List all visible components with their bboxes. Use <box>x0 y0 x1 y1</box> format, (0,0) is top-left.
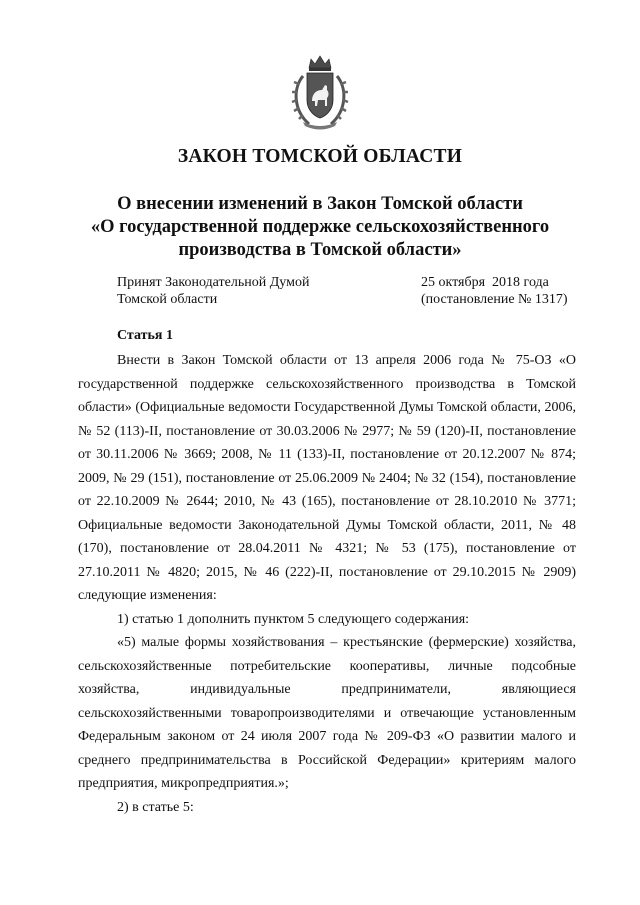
article-body <box>78 349 576 819</box>
adopted-by-line: Томской области <box>117 292 218 307</box>
paragraph: «5) малые формы хозяйствования – крестьянские (фермерские) хозяйства, сельскохозяйственные потребительские кооперативы, личные подсобные хозяйства, индивидуальные предприниматели, являющиеся сельскохозяйственными товаропроизводителями и отвечающие установленным Федеральным законом от 24 июля 2007 года № 209-ФЗ «О развитии малого и среднего предпринимательства в Российской Федерации» критериям малого предприятия, микропредприятия.»; <box>78 635 576 791</box>
adopted-by <box>117 274 309 308</box>
subtitle-line: О внесении изменений в Закон Томской области <box>117 194 523 214</box>
paragraph: Внести в Закон Томской области от 13 апреля 2006 года № 75-ОЗ «О государственной поддержке сельскохозяйственного производства в Томской области» (Официальные ведомости Государственной Думы Томской области, 2006, № 52 (113)-II, постановление от 30.03.2006 № 2977; № 59 (120)-II, постановление от 30.11.2006 № 3669; 2008, № 11 (133)-II, постановление от 20.12.2007 № 874; 2009, № 29 (151), постановление от 25.06.2009 № 2404; № 32 (154), постановление от 22.10.2009 № 2644; 2010, № 43 (165), постановление от 28.10.2010 № 3771; Официальные ведомости Законодательной Думы Томской области, 2011, № 48 (170), постановление от 28.04.2011 № 4321; № 53 (175), постановление от 27.10.2011 № 4820; 2015, № 46 (222)-II, постановление от 29.10.2015 № 2909) следующие изменения: <box>78 353 576 603</box>
coat-of-arms-icon <box>289 54 351 130</box>
law-subtitle <box>60 193 580 262</box>
resolution-number: (постановление № 1317) <box>421 292 568 307</box>
adoption-date-block <box>421 274 568 308</box>
subtitle-line: производства в Томской области» <box>178 240 462 260</box>
law-title: ЗАКОН ТОМСКОЙ ОБЛАСТИ <box>177 146 463 167</box>
adopted-by-line: Принят Законодательной Думой <box>117 275 310 290</box>
article-heading: Статья 1 <box>117 328 173 343</box>
paragraph: 2) в статье 5: <box>117 799 194 815</box>
subtitle-line: «О государственной поддержке сельскохозяйственного <box>90 217 550 237</box>
paragraph: 1) статью 1 дополнить пунктом 5 следующего содержания: <box>117 611 470 627</box>
adoption-date: 25 октября 2018 года <box>421 275 549 290</box>
